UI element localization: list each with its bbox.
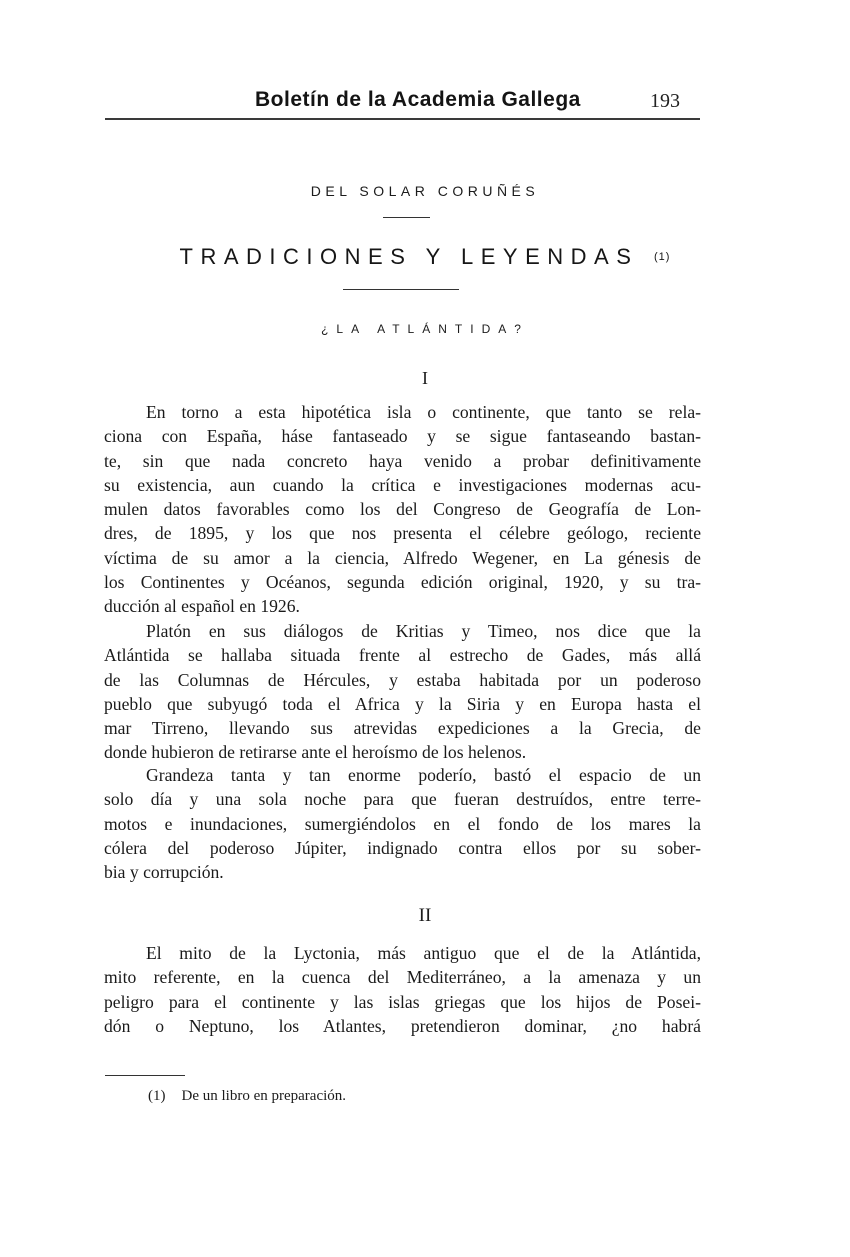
text-line: mar Tirreno, llevando sus atrevidas expediciones a la Grecia, de <box>104 718 701 739</box>
running-header <box>105 82 700 118</box>
part-numeral-1: I <box>422 368 428 388</box>
article-title <box>0 244 850 270</box>
title-divider <box>343 289 459 290</box>
text-line: ducción al español en 1926. <box>104 596 300 617</box>
section-heading: DEL SOLAR CORUÑÉS <box>310 183 540 199</box>
text-line: de las Columnas de Hércules, y estaba habitada por un poderoso <box>104 669 701 690</box>
text-line: dres, de 1895, y los que nos presenta el célebre geólogo, reciente <box>104 523 701 544</box>
text-line: motos e inundaciones, sumergiéndolos en el fondo de los mares la <box>104 813 701 834</box>
text-line: bia y corrupción. <box>104 862 224 883</box>
article-title-text: TRADICIONES Y LEYENDAS <box>179 244 639 269</box>
paragraph-4 <box>104 941 701 1038</box>
text-line: Atlántida se hallaba situada frente al estrecho de Gades, más allá <box>104 645 701 666</box>
journal-title: Boletín de la Academia Gallega <box>255 88 581 111</box>
text-line: cólera del poderoso Júpiter, indignado contra ellos por su sober- <box>104 837 701 858</box>
footnote-rule <box>105 1075 185 1076</box>
text-line: En torno a esta hipotética isla o continente, que tanto se rela- <box>146 402 701 422</box>
text-line: víctima de su amor a la ciencia, Alfredo Wegener, en La génesis de <box>104 547 701 568</box>
footnote-text: De un libro en preparación. <box>181 1088 347 1104</box>
text-line: ciona con España, háse fantaseado y se sigue fantaseando bastan- <box>104 426 701 447</box>
paragraph-3 <box>104 763 701 884</box>
text-line: donde hubieron de retirarse ante el heroísmo de los helenos. <box>104 742 527 763</box>
footnote-mark: (1) <box>148 1088 166 1104</box>
text-line: mulen datos favorables como los del Congreso de Geografía de Lon- <box>104 499 701 520</box>
page-number: 193 <box>650 90 680 112</box>
footnote <box>148 1088 346 1105</box>
text-line: dón o Neptuno, los Atlantes, pretendieron dominar, ¿no habrá <box>104 1015 701 1036</box>
text-line: los Continentes y Océanos, segunda edición original, 1920, y su tra- <box>104 572 701 593</box>
part-numeral-2: II <box>418 905 432 926</box>
text-line: peligro para el continente y las islas griegas que los hijos de Posei- <box>104 991 701 1012</box>
text-line: mito referente, en la cuenca del Mediterráneo, a la amenaza y un <box>104 967 701 988</box>
text-line: su existencia, aun cuando la crítica e investigaciones modernas acu- <box>104 474 701 495</box>
text-line: Grandeza tanta y tan enorme poderío, bastó el espacio de un <box>146 765 701 785</box>
section-divider <box>383 217 430 218</box>
paragraph-1 <box>104 400 701 619</box>
article-subtitle: ¿LA ATLÁNTIDA? <box>321 322 529 336</box>
text-line: te, sin que nada concreto haya venido a probar definitivamente <box>104 450 701 471</box>
text-line: Platón en sus diálogos de Kritias y Timeo, nos dice que la <box>146 621 701 641</box>
footnote-reference: (1) <box>654 251 671 263</box>
text-line: pueblo que subyugó toda el Africa y la Siria y en Europa hasta el <box>104 693 701 714</box>
text-line: El mito de la Lyctonia, más antiguo que el de la Atlántida, <box>146 943 701 963</box>
text-line: solo día y una sola noche para que fueran destruídos, entre terre- <box>104 789 701 810</box>
header-rule <box>105 118 700 120</box>
paragraph-2 <box>104 619 701 765</box>
